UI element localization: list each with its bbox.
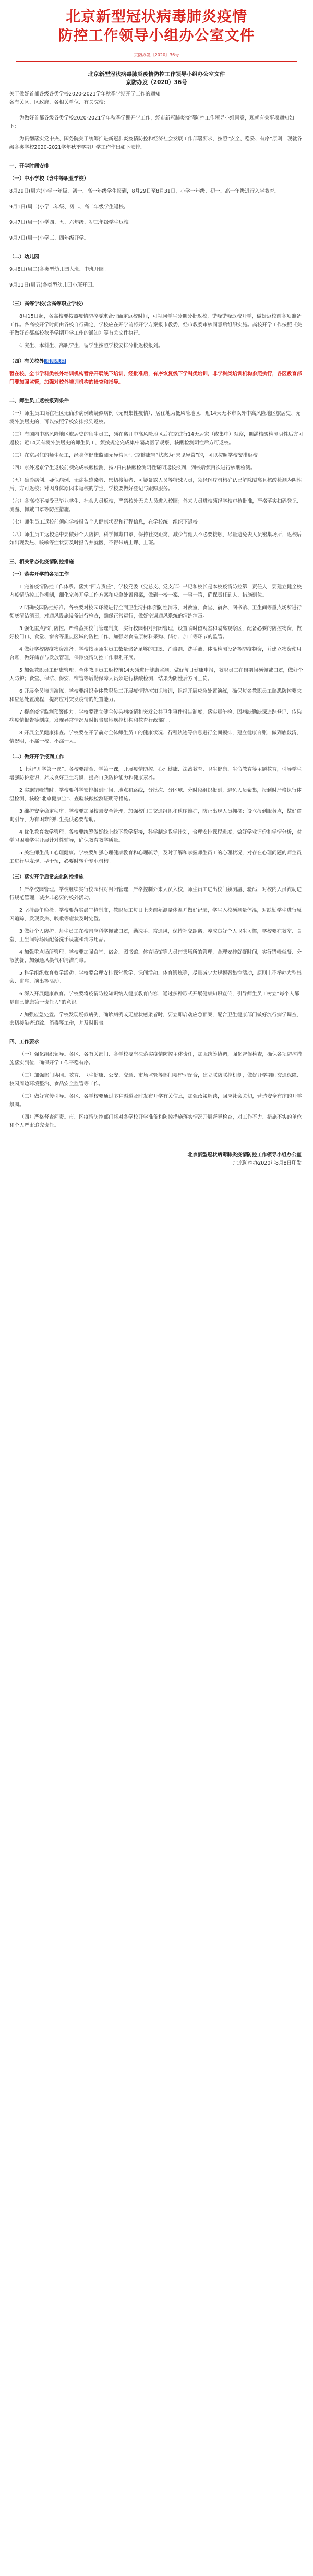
paragraph: 9月7日(周一)小学四、五、六年级、初三年级学生返校。 xyxy=(9,220,134,225)
paragraph: 4.加强重点场所管理。学校要加强食堂、宿舍、图书馆、体育场馆等人员密集场所的管理，合理安排就餐时间，实行错峰就餐、分散就餐，加强通风换气和清洁消毒。 xyxy=(9,949,302,964)
paragraph: 5.加强教职员工健康管理。全体教职员工返校前14天须进行健康监测，做好每日健康申报，教职员工在岗期间须佩戴口罩，做好个人防护；食堂、保洁、保安、宿管等后勤保障人员须进行核酸检测，结果为阴性后方可上岗。 xyxy=(9,668,303,682)
paragraph: 5.关注师生员工心理健康。学校要加强心理健康教育和心理疏导，及时了解和掌握师生员工的心理状况，对存在心理问题的师生员工进行早发现、早干预，必要时转介专业机构。 xyxy=(9,850,302,864)
intro-title-line: 关于做好首都各级各类学校2020-2021学年秋季学期开学工作的通知 xyxy=(9,91,161,97)
sub-heading: （一）落实开学前各项工作 xyxy=(9,572,69,577)
paragraph: 3.做好个人防护。师生员工在校内应科学佩戴口罩，勤洗手、常通风，保持社交距离，养成良好个人卫生习惯，学校要在教室、食堂、卫生间等场所配备洗手设施和消毒用品。 xyxy=(9,929,302,943)
paragraph: （七）师生员工返校前须向学校报告个人健康状况和行程信息，在学校统一组织下返校。 xyxy=(9,519,203,525)
paragraph: 2.坚持晨午晚检。学校要落实晨午检制度，教职员工每日上岗前须测量体温并做好记录，学生入校须测量体温，对缺勤学生进行原因追踪，发现发热、咳嗽等症状及时处置。 xyxy=(9,908,302,922)
sub-heading: （二）幼儿园 xyxy=(9,254,40,260)
paragraph: （一）师生员工所在社区无确诊病例或疑似病例（无聚集性疫情）、居住地为低风险地区，近14天无本市以外中高风险地区旅居史、无境外旅居史的，可以按照学校安排报到返校。 xyxy=(9,411,301,425)
sub-heading-with-highlight xyxy=(9,358,304,366)
paragraph: （一）强化组织领导。各区、各有关部门、各学校要坚决落实疫情防控主体责任，加强统筹协调，强化督促检查，确保各项防控措施落实到位，确保开学工作平稳有序。 xyxy=(9,1052,302,1066)
paragraph: 9月11日(周五)各类型幼儿园小班开园。 xyxy=(9,282,98,288)
paragraph: 1.完善疫情防控工作体系。落实“四方责任”，学校党委（党总支、党支部）书记和校长是本校疫情防控第一责任人，要建立健全校内疫情防控工作机制，细化完善开学工作方案和应急处置预案，做到一校一案、一事一策，确保责任到人、措施到位。 xyxy=(9,584,302,598)
paragraph: 9月1日(周二)小学二年级、初二、高二年级学生返校。 xyxy=(9,204,129,210)
signature-date: 北京防控办2020年8月8日印发 xyxy=(233,1160,302,1166)
paragraph: （二）加强部门协同。教育、卫生健康、公安、交通、市场监管等部门要密切配合，建立联防联控机制，做好开学期间交通保障、校园周边环境整治、食品安全监管等工作。 xyxy=(9,1073,302,1087)
paragraph: （四）京外返京学生返校前须完成核酸检测，持7日内核酸检测阴性证明返校报到，到校后须再次进行核酸检测。 xyxy=(9,465,256,471)
paragraph: （六）各高校不接受已毕业学生、社会人员返校，严禁校外无关人员进入校园；外来人员进校须经学校审核批准，严格落实扫码登记、测温、佩戴口罩等防控措施。 xyxy=(9,498,302,513)
document-masthead xyxy=(0,0,313,62)
paragraph: 8月29日(周六)小学一年级、初一、高一年级学生报到，8月29日至8月31日，小学一年级、初一、高一年级进行入学教育。 xyxy=(9,188,280,194)
signature-org: 北京新型冠状病毒肺炎疫情防控工作领导小组办公室 xyxy=(187,1152,302,1158)
paragraph: 3.强化重点部门防控。严格落实校门管理制度，实行校园相对封闭管理，设置临时留观室和隔离观察区，配备必要的防控物资，做好校门口、食堂、宿舍等重点区域的防控工作，加强对食品原材料采购、储存、加工等环节的监管。 xyxy=(9,626,302,640)
paragraph: （三）在京居住的师生员工，经身体健康监测无异常且“北京健康宝”状态为“未见异常”的，可以按照学校安排返校。 xyxy=(9,453,263,458)
paragraph: （八）师生员工返校途中要做好个人防护，科学佩戴口罩，保持社交距离，减少与他人不必要接触，尽量避免去人员密集场所，返校后如出现发热、咳嗽等症状要及时报告并就医，不得带病上课、上班。 xyxy=(9,532,302,546)
paragraph: （二）有国内中高风险地区旅居史的师生员工，须在离开中高风险地区后在京进行14天居家（或集中）观察，期满核酸检测阴性后方可返校；近14天有境外旅居史的师生员工，须按规定完成集中隔离医学观察，核酸检测阴性后方可返校。 xyxy=(9,432,304,446)
document-title: 北京新型冠状病毒肺炎疫情防控工作领导小组办公室文件 xyxy=(88,71,225,77)
red-divider xyxy=(16,61,297,62)
intro-paragraph: 为贯彻落实党中央、国务院关于统筹推进新冠肺炎疫情防控和经济社会发展工作部署要求，按照“安全、稳妥、有序”原则，现就各级各类学校2020-2021学年秋季学期开学工作作出如下安排。 xyxy=(9,136,302,150)
section-heading: 三、相关常态化疫情防控措施 xyxy=(9,559,74,565)
paragraph: 4.做好学校防疫物资准备。学校按照师生员工数量储备足够的口罩、消毒剂、洗手液、体温检测设备等防疫物资，并建立物资使用台账，做好储存与发放管理，保障疫情防控工作顺利开展。 xyxy=(9,647,302,661)
sub-heading: （一）中小学校（含中等职业学校） xyxy=(9,176,89,182)
document-number: 京防办发〔2020〕36号 xyxy=(134,53,179,57)
masthead-title-line1: 北京新型冠状病毒肺炎疫情 xyxy=(65,8,247,25)
paragraph: 7.提高疫情监测预警能力。学校要建立健全传染病疫情和突发公共卫生事件报告制度，落实晨午检、因病缺勤缺课追踪登记、传染病疫情报告等制度，发现异常情况及时报告属地疾控机构和教育行政部门。 xyxy=(9,709,302,723)
paragraph: 6.深入开展健康教育。学校要将疫情防控知识纳入健康教育内容，通过多种形式开展健康知识宣传，引导师生员工树立“每个人都是自己健康第一责任人”的意识。 xyxy=(9,991,299,1005)
highlighted-text: 培训机构 xyxy=(45,359,65,364)
paragraph: 8.开展全员健康排查。学校要在开学前对全体师生员工的健康状况、行程轨迹等信息进行全面摸排，建立健康台账，做到底数清、情况明，不漏一校、不漏一人。 xyxy=(9,730,302,744)
sub-heading-text: （四）有关校外 xyxy=(9,359,44,364)
section-heading: 四、工作要求 xyxy=(9,1039,40,1045)
paragraph: 2.实施错峰错时。学校要科学安排报到时间、地点和路线，分批次、分区域、分时段组织报到，避免人员聚集，报到时严格执行体温检测、核验“北京健康宝”、查验核酸检测证明等措施。 xyxy=(9,788,302,802)
paragraph: 4.优化教育教学管理。各校要统筹做好线上线下教学衔接，科学制定教学计划，合理安排课程进度，做好学业评价和学情分析，对学习困难学生开展针对性辅导，确保教育教学质量。 xyxy=(9,829,302,844)
paragraph: 研究生、本科生、高职学生、留学生按照学校安排分批返校报到。 xyxy=(19,343,163,349)
paragraph: 3.维护安全稳定秩序。学校要加强校园安全管理，加强校门口交通组织和秩序维护，防止出现人员拥挤；设立报到服务点，做好咨询引导，为有困难的师生提供必要帮助。 xyxy=(9,809,302,823)
paragraph: 6.开展全员培训演练。学校要组织全体教职员工开展疫情防控知识培训，组织开展应急处置演练，确保每名教职员工熟悉防控要求和应急处置流程，提高应对突发疫情的处置能力。 xyxy=(9,688,302,703)
masthead-title-line2: 防控工作领导小组办公室文件 xyxy=(58,27,255,44)
paragraph: 8月15日起，各高校要按照疫情防控要求合理确定返校时间，可视同学生分期分批返校，错峰错峰返校开学，做好返校前各项准备工作。各高校开学时间由各校自行确定，学校应在开学前将开学方案报市教委，经市教委审核同意后组织实施。高校开学工作按照《关于做好首都高校秋季学期开学工作的通知》等有关文件执行。 xyxy=(9,314,302,336)
addressee: 各有关区、区政府、各相关单位、有关院校： xyxy=(9,100,109,105)
sub-heading: （三）落实开学后常态化防控措施 xyxy=(9,874,84,880)
paragraph: （四）严格督查问责。市、区疫情防控部门将对各学校开学准备和防控措施落实情况开展督导检查，对工作不力、措施不实的单位和个人严肃追究责任。 xyxy=(9,1114,302,1129)
paragraph: 5.科学组织教育教学活动。学校要合理安排课堂教学、课间活动、体育锻炼等，尽量减少大规模聚集性活动，原则上不举办大型集会、讲座、演出等活动。 xyxy=(9,970,302,984)
section-heading: 二、师生员工返校报到条件 xyxy=(9,398,69,404)
paragraph: （五）确诊病例、疑似病例、无症状感染者、密切接触者、可疑暴露人员等特殊人员，须经医疗机构确认已解除隔离且核酸检测为阴性后，方可返校；对因身体原因未返校的学生，学校要做好登记与跟踪服务。 xyxy=(9,478,302,492)
document-body xyxy=(0,70,313,1168)
red-notice: 暂在校、全市学科类校外培训机构暂停开展线下培训，经批准后，有序恢复线下学科类培训，非学科类培训机构参照执行，各区教育部门要加强监管，加强对校外培训机构的检查和指导。 xyxy=(9,371,302,385)
paragraph: 1.上好“开学第一课”。各校要结合开学第一课，开展疫情防控、心理健康、法治教育、卫生健康、生命教育等主题教育，引导学生增强防护意识，养成良好卫生习惯，提高自我防护能力和健康素养。 xyxy=(9,767,302,781)
section-heading: 一、开学时间安排 xyxy=(9,163,50,169)
sub-heading: （二）做好开学报到工作 xyxy=(9,754,64,760)
paragraph: 7.加强应急处置。学校发现疑似病例、确诊病例或无症状感染者时，要立即启动应急预案，配合卫生健康部门做好流行病学调查、密切接触者追踪、消毒等工作，并及时报告。 xyxy=(9,1012,302,1026)
paragraph: 9月7日(周一)小学三、四年级开学。 xyxy=(9,235,89,241)
intro-paragraph: 为做好首都各级各类学校2020-2021学年秋季学期开学工作，经市新冠肺炎疫情防控工作领导小组同意，现就有关事项通知如下： xyxy=(9,115,294,129)
paragraph: 1.严格校园管理。学校继续实行校园相对封闭管理，严格控制外来人员入校，师生员工进出校门须测温、验码，对校内人员流动进行规范管理，减少非必要的校外活动。 xyxy=(9,887,302,901)
paragraph: 9月8日(周二)各类型幼儿园大班、中班开园。 xyxy=(9,267,109,272)
paragraph: 2.明确校园防控标准。各校要对校园环境进行全面卫生清扫和预防性消毒，对教室、食堂、宿舍、图书馆、卫生间等重点场所进行彻底清洁消毒，对通风设施设备进行检查，确保正常运行，做好空调通风系统的清洗消毒。 xyxy=(9,605,302,619)
document-code: 京防办发（2020）36号 xyxy=(126,79,187,86)
sub-heading: （三）高等学校(含高等职业学校) xyxy=(9,301,83,307)
paragraph: （三）做好宣传引导。各区、各学校要通过多种渠道及时发布开学有关信息，加强政策解读，回应社会关切，营造安全有序的开学氛围。 xyxy=(9,1094,302,1108)
